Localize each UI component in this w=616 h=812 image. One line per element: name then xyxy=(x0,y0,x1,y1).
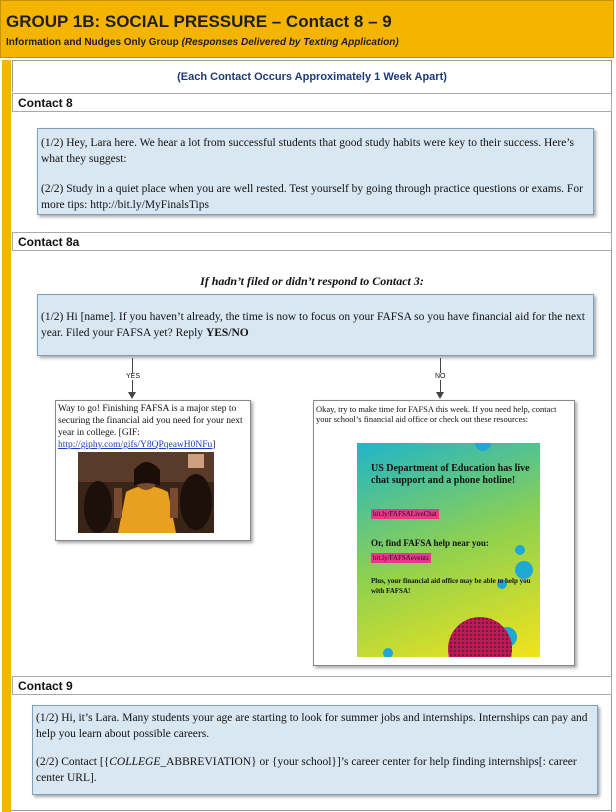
contact-9-msg2 xyxy=(36,754,593,786)
no-response-text: Okay, try to make time for FAFSA this week. If you need help, contact your school’s financial aid office or check out these resources: xyxy=(316,404,557,424)
yes-close: ] xyxy=(212,440,216,450)
timing-note-box xyxy=(12,60,612,92)
subtitle-italic: (Responses Delivered by Texting Application) xyxy=(181,37,399,48)
yes-arrow-head xyxy=(128,392,136,399)
contact-8a-msg xyxy=(41,309,589,341)
timing-note: (Each Contact Occurs Approximately 1 Week Apart) xyxy=(177,71,447,83)
yes-response-box xyxy=(55,400,251,541)
subtitle-main: Information and Nudges Only Group xyxy=(6,37,182,48)
bottom-border xyxy=(11,810,611,811)
promo-livechat-link[interactable]: bit.ly/FAFSALiveChat xyxy=(373,510,437,518)
contact-9-msg2-b: _ABBREVIATION} or {your school}]’s career center for help finding internships[: career center URL]. xyxy=(36,756,577,784)
contact-9-message xyxy=(32,705,598,795)
yes-label: YES xyxy=(126,373,141,380)
contact-9-msg2-a: (2/2) Contact [{ xyxy=(36,756,110,768)
promo-dot xyxy=(475,443,491,451)
promo-events-link[interactable]: bit.ly/FAFSAevents xyxy=(373,554,429,562)
fafsa-promo-image xyxy=(357,443,540,657)
contact-9-header: Contact 9 xyxy=(12,676,612,695)
yes-text: Way to go! Finishing FAFSA is a major step to securing the financial aid you need for your next year in college. [GIF: xyxy=(58,404,243,438)
contact-9-msg2-italic: COLLEGE xyxy=(109,756,161,768)
gif-illustration xyxy=(78,452,214,533)
page-subtitle xyxy=(6,37,399,48)
contact-8-message xyxy=(37,128,594,215)
contact-8a-msg-text: (1/2) Hi [name]. If you haven’t already, the time is now to focus on your FAFSA so you have financial aid for the next year. Filed your FAFSA yet? Reply xyxy=(41,311,585,339)
page-title: GROUP 1B: SOCIAL PRESSURE – Contact 8 – 9 xyxy=(6,12,392,31)
promo-subtitle: Or, find FAFSA help near you: xyxy=(371,538,489,548)
no-label: NO xyxy=(435,373,446,380)
gif-link[interactable]: http://giphy.com/gifs/Y8QPqeawH0NFu xyxy=(58,440,213,450)
contact-9-msg1: (1/2) Hi, it’s Lara. Many students your age are starting to look for summer jobs and internships. Internships can pay and help you learn about possible careers. xyxy=(36,712,588,740)
right-border xyxy=(611,60,612,812)
promo-title: US Department of Education has live chat support and a phone hotline! xyxy=(371,463,530,486)
contact-8a-condition: If hadn’t filed or didn’t respond to Contact 3: xyxy=(200,274,424,288)
contact-8-header: Contact 8 xyxy=(12,93,612,112)
promo-note: Plus, your financial aid office may be able to help you with FAFSA! xyxy=(371,577,531,595)
promo-halftone-circle xyxy=(445,609,515,657)
yes-response-text xyxy=(58,403,248,451)
no-response-box xyxy=(313,400,575,666)
page-header xyxy=(0,0,614,58)
contact-8-msg2: (2/2) Study in a quiet place when you are well rested. Test yourself by going through practice questions or exams. For more tips: http://bit.ly/MyFinalsTips xyxy=(41,183,583,211)
celebration-gif-image xyxy=(78,452,214,533)
contact-8-msg1: (1/2) Hey, Lara here. We hear a lot from successful students that good study habits were key to their success. Here’s what they suggest: xyxy=(41,137,575,165)
contact-8a-header: Contact 8a xyxy=(12,232,612,251)
contact-8a-msg-reply: YES/NO xyxy=(205,327,249,339)
promo-dot xyxy=(383,648,393,657)
no-arrow-head xyxy=(436,392,444,399)
contact-8a-message xyxy=(37,294,594,356)
left-accent-bar xyxy=(2,60,11,812)
promo-dot xyxy=(515,545,525,555)
